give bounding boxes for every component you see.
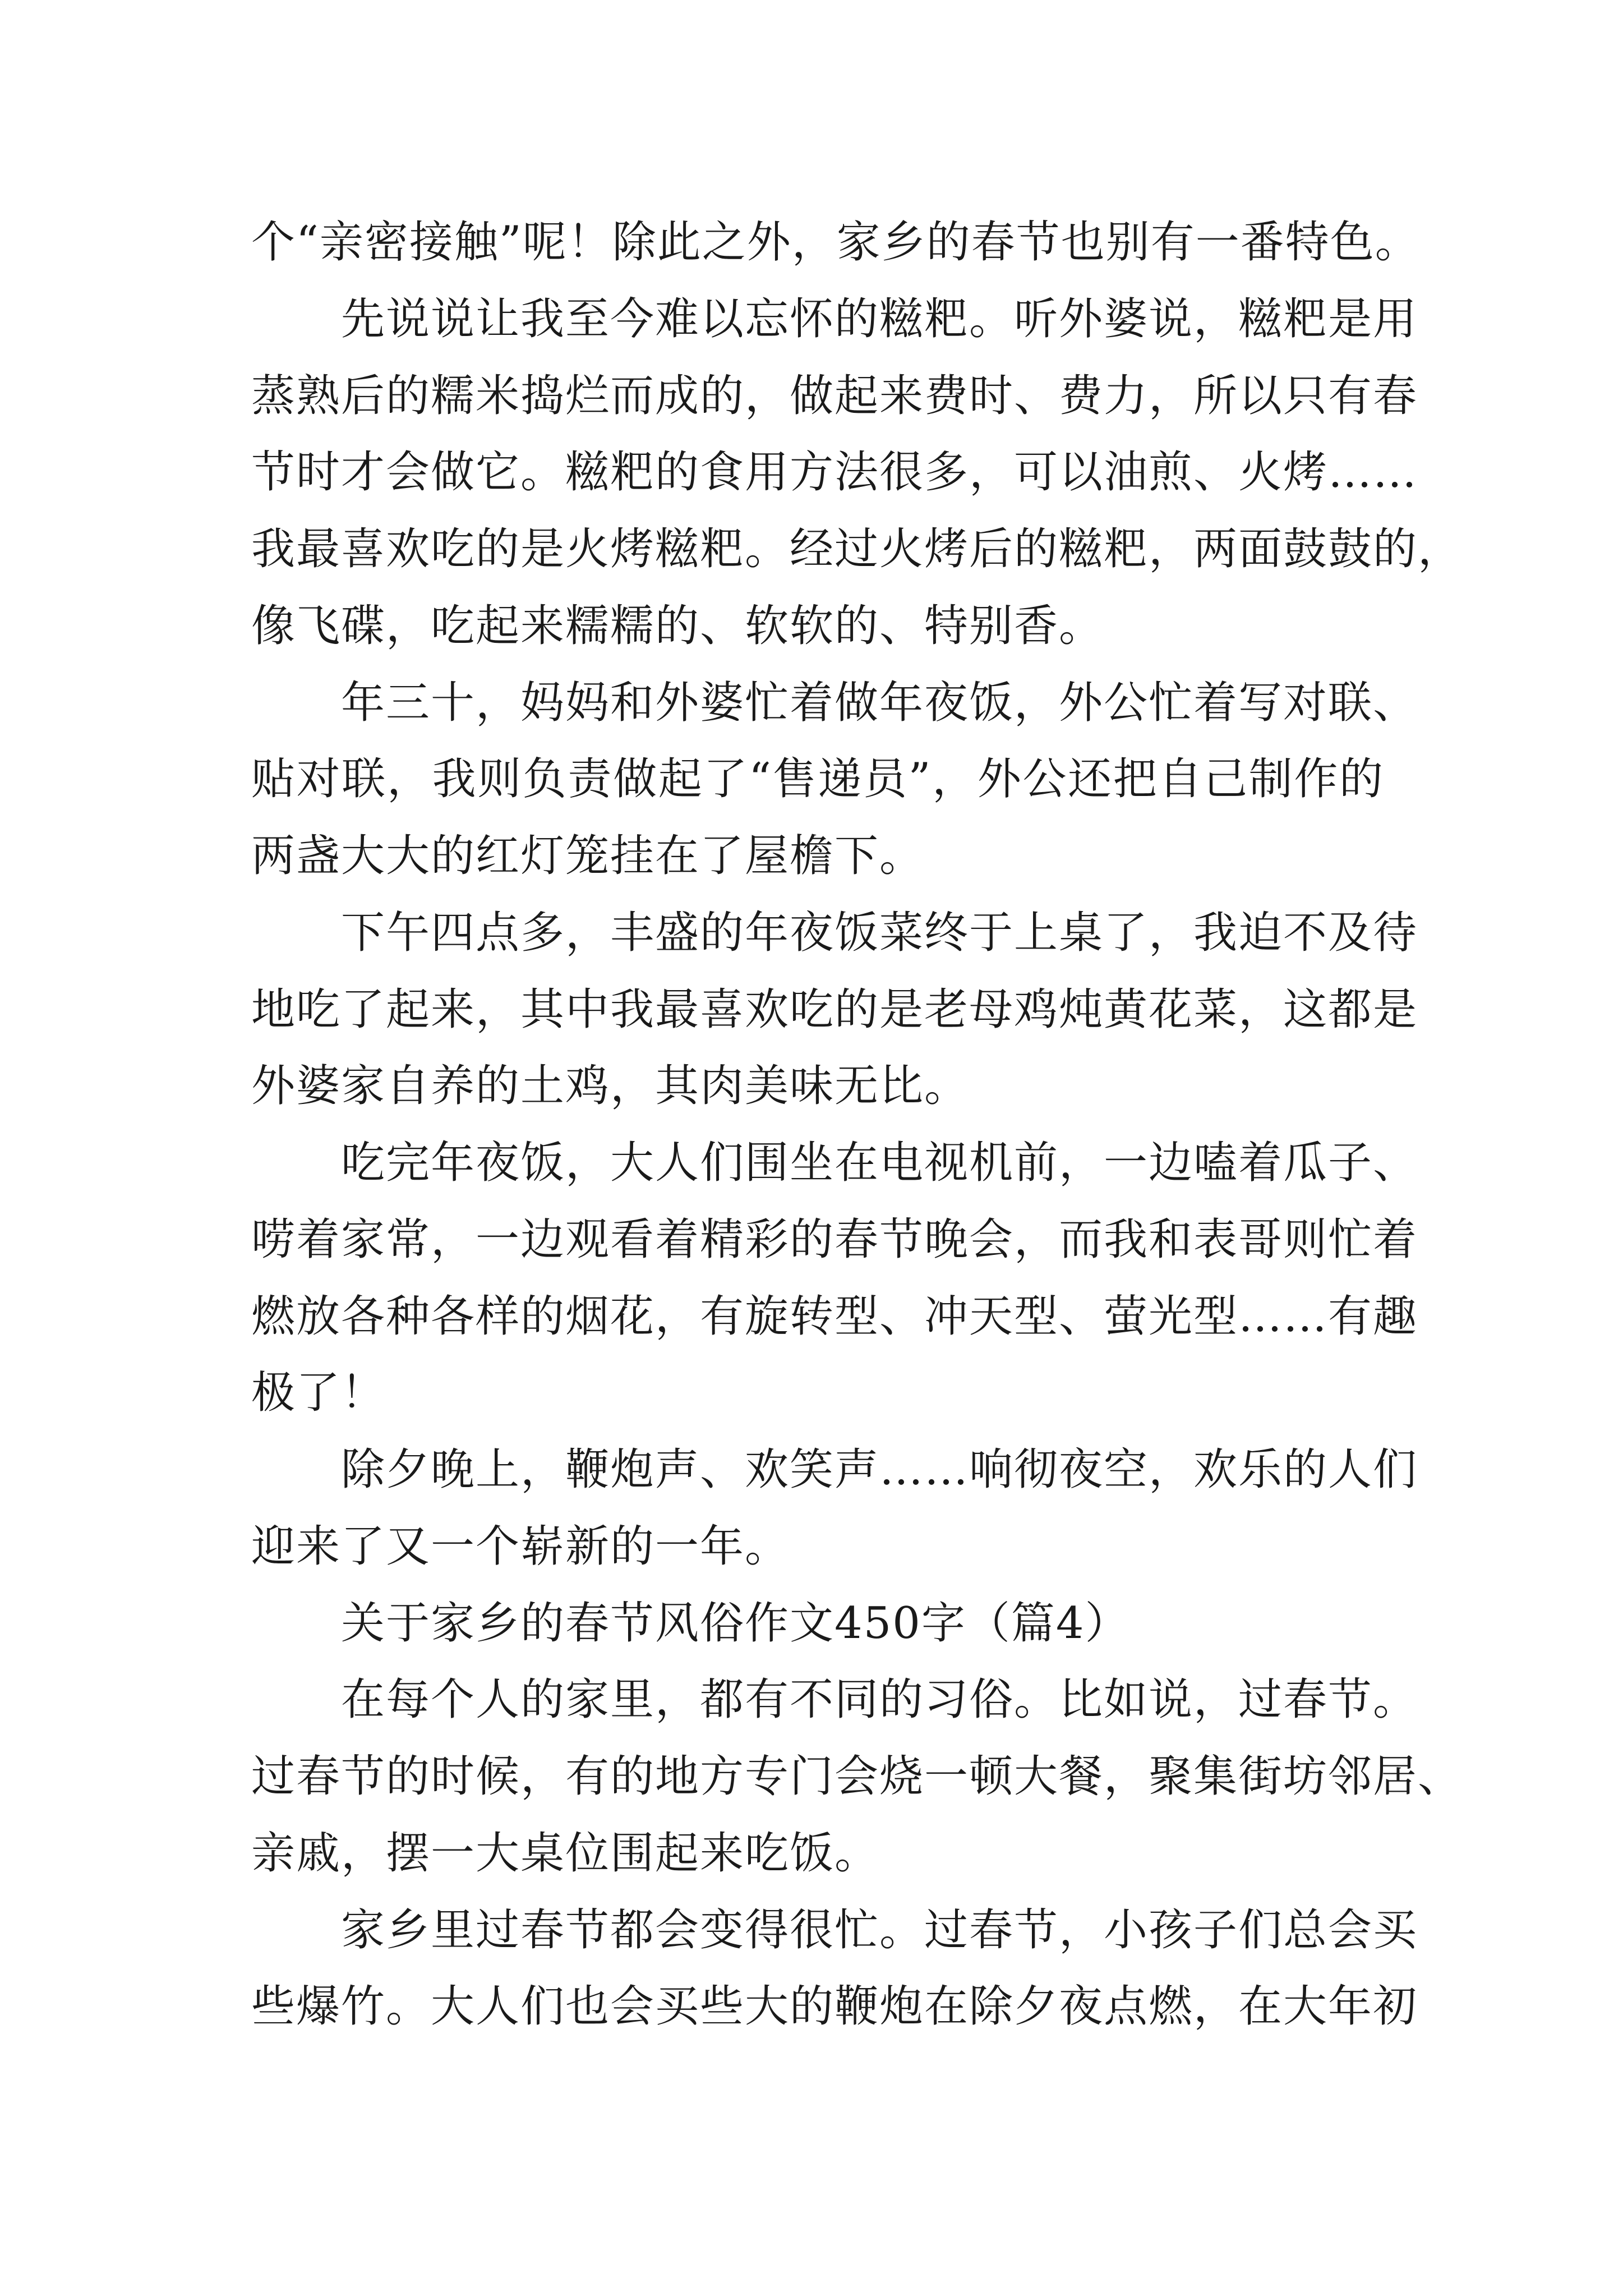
text-line: 贴对联，我则负责做起了“售递员”，外公还把自己制作的 — [251, 754, 1384, 804]
text-line: 地吃了起来，其中我最喜欢吃的是老母鸡炖黄花菜，这都是 — [251, 984, 1418, 1035]
text-line: 两盏大大的红灯笼挂在了屋檐下。 — [251, 831, 925, 881]
paragraph-start-line: 在每个人的家里，都有不同的习俗。比如说，过春节。 — [341, 1674, 1418, 1725]
paragraph-start-line: 家乡里过春节都会变得很忙。过春节，小孩子们总会买 — [341, 1905, 1418, 1955]
text-line: 燃放各种各样的烟花，有旋转型、冲天型、萤光型……有趣 — [251, 1291, 1418, 1342]
text-line: 个“亲密接触”呢！除此之外，家乡的春节也别有一番特色。 — [251, 217, 1420, 268]
paragraph-start-line: 先说说让我至今难以忘怀的糍粑。听外婆说，糍粑是用 — [341, 294, 1418, 344]
section-heading: 关于家乡的春节风俗作文450字（篇4） — [341, 1598, 1130, 1649]
paragraph-start-line: 下午四点多，丰盛的年夜饭菜终于上桌了，我迫不及待 — [341, 908, 1418, 958]
text-line: 些爆竹。大人们也会买些大的鞭炮在除夕夜点燃，在大年初 — [251, 1981, 1418, 2032]
text-line: 外婆家自养的土鸡，其肉美味无比。 — [251, 1061, 970, 1111]
text-line: 迎来了又一个崭新的一年。 — [251, 1521, 790, 1572]
paragraph-start-line: 除夕晚上，鞭炮声、欢笑声……响彻夜空，欢乐的人们 — [341, 1444, 1418, 1495]
text-line: 像飞碟，吃起来糯糯的、软软的、特别香。 — [251, 601, 1104, 651]
paragraph-start-line: 年三十，妈妈和外婆忙着做年夜饭，外公忙着写对联、 — [341, 678, 1418, 728]
text-line: 亲戚，摆一大桌位围起来吃饭。 — [251, 1828, 880, 1879]
text-line: 蒸熟后的糯米捣烂而成的，做起来费时、费力，所以只有春 — [251, 371, 1418, 421]
text-line: 极了！ — [251, 1368, 386, 1418]
text-line: 唠着家常，一边观看着精彩的春节晚会，而我和表哥则忙着 — [251, 1214, 1418, 1265]
paragraph-start-line: 吃完年夜饭，大人们围坐在电视机前，一边嗑着瓜子、 — [341, 1138, 1418, 1188]
text-line: 节时才会做它。糍粑的食用方法很多，可以油煎、火烤…… — [251, 447, 1418, 498]
text-line: 过春节的时候，有的地方专门会烧一顿大餐，聚集街坊邻居、 — [251, 1751, 1463, 1802]
text-line: 我最喜欢吃的是火烤糍粑。经过火烤后的糍粑，两面鼓鼓的， — [251, 524, 1463, 574]
